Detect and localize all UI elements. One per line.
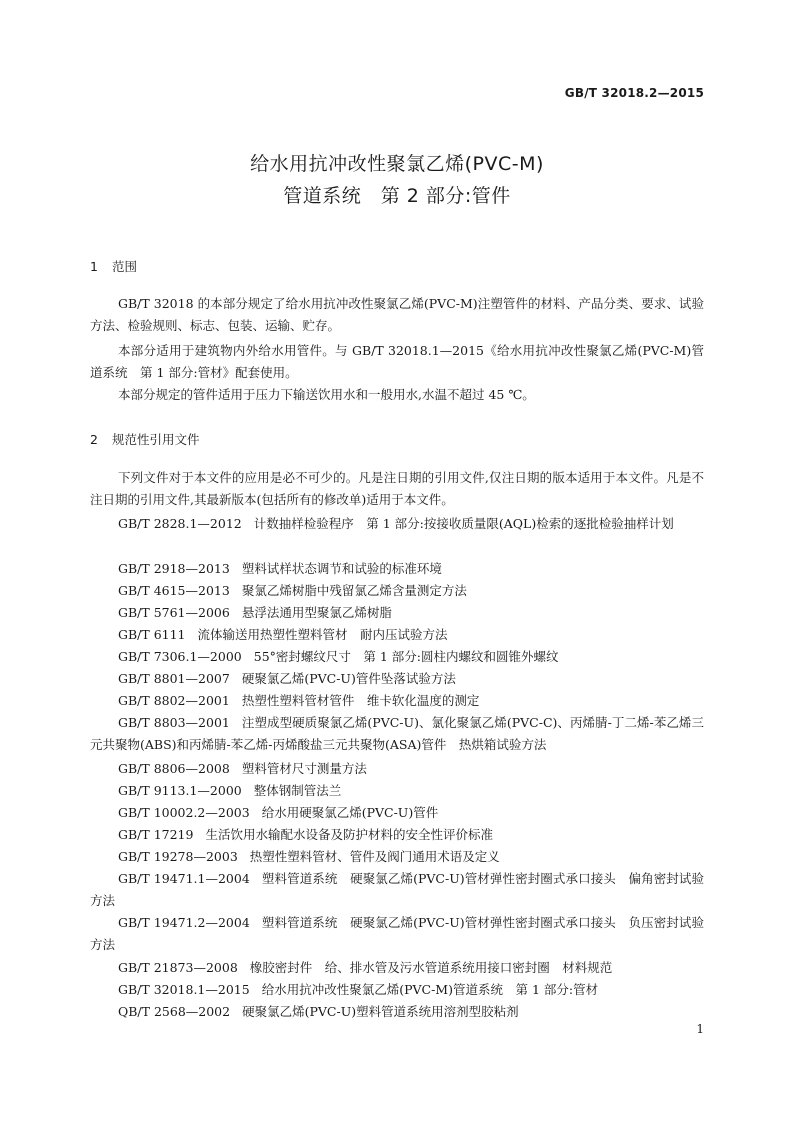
reference-title: 硬聚氯乙烯(PVC-U)塑料管道系统用溶剂型胶粘剂: [242, 1004, 519, 1019]
reference-title: 注塑成型硬质聚氯乙烯(PVC-U)、氯化聚氯乙烯(PVC-C)、丙烯腈-丁二烯-苯乙烯三元共聚物(ABS)和丙烯腈-苯乙烯-丙烯酸盐三元共聚物(ASA)管件 热烘箱试验方法: [90, 715, 704, 752]
reference-code: GB/T 2828.1—2012: [118, 516, 242, 531]
reference-code: GB/T 6111: [118, 627, 186, 642]
section-1-title: 范围: [112, 259, 138, 274]
section-2-heading: [90, 430, 200, 448]
reference-code: GB/T 5761—2006: [118, 605, 230, 620]
reference-title: 生活饮用水输配水设备及防护材料的安全性评价标准: [205, 827, 493, 842]
reference-title: 计数抽样检验程序 第 1 部分:按接收质量限(AQL)检索的逐批检验抽样计划: [253, 516, 674, 531]
reference-code: GB/T 19471.1—2004: [118, 871, 250, 886]
reference-code: GB/T 10002.2—2003: [118, 805, 250, 820]
reference-title: 塑料管道系统 硬聚氯乙烯(PVC-U)管材弹性密封圈式承口接头 偏角密封试验方法: [90, 871, 704, 908]
reference-item: [90, 712, 704, 756]
reference-title: 给水用抗冲改性聚氯乙烯(PVC-M)管道系统 第 1 部分:管材: [261, 982, 599, 997]
section-1-heading: [90, 257, 137, 275]
reference-item: [90, 780, 704, 802]
reference-title: 聚氯乙烯树脂中残留氯乙烯含量测定方法: [241, 583, 467, 598]
references-intro: 下列文件对于本文件的应用是必不可少的。凡是注日期的引用文件,仅注日期的版本适用于本文件。凡是不注日期的引用文件,其最新版本(包括所有的修改单)适用于本文件。: [90, 470, 704, 507]
reference-item: [90, 868, 704, 912]
reference-code: GB/T 32018.1—2015: [118, 982, 250, 997]
document-title: [0, 148, 794, 212]
reference-item: [90, 846, 704, 868]
reference-title: 热塑性塑料管材、管件及阀门通用术语及定义: [249, 849, 500, 864]
scope-paragraph-3: 本部分规定的管件适用于压力下输送饮用水和一般用水,水温不超过 45 ℃。: [118, 387, 535, 402]
reference-code: GB/T 21873—2008: [118, 960, 238, 975]
reference-title: 塑料试样状态调节和试验的标准环境: [241, 561, 442, 576]
reference-title: 橡胶密封件 给、排水管及污水管道系统用接口密封圈 材料规范: [249, 960, 613, 975]
reference-item: [90, 912, 704, 956]
scope-paragraph-2: 本部分适用于建筑物内外给水用管件。与 GB/T 32018.1—2015《给水用抗冲改性聚氯乙烯(PVC-M)管道系统 第 1 部分:管材》配套使用。: [90, 343, 704, 380]
reference-item: [90, 624, 704, 646]
reference-code: GB/T 8801—2007: [118, 671, 230, 686]
reference-item: [90, 668, 704, 690]
standard-code: GB/T 32018.2—2015: [564, 86, 704, 100]
reference-code: GB/T 4615—2013: [118, 583, 230, 598]
reference-item: [90, 602, 704, 624]
reference-item: [90, 979, 704, 1001]
reference-code: GB/T 9113.1—2000: [118, 783, 242, 798]
reference-code: GB/T 19278—2003: [118, 849, 238, 864]
reference-code: GB/T 8802—2001: [118, 693, 230, 708]
reference-title: 热塑性塑料管材管件 维卡软化温度的测定: [241, 693, 480, 708]
reference-code: GB/T 8803—2001: [118, 715, 230, 730]
reference-title: 给水用硬聚氯乙烯(PVC-U)管件: [261, 805, 439, 820]
reference-code: QB/T 2568—2002: [118, 1004, 231, 1019]
reference-item: [90, 690, 704, 712]
reference-title: 流体输送用热塑性塑料管材 耐内压试验方法: [197, 627, 448, 642]
reference-title: 塑料管道系统 硬聚氯乙烯(PVC-U)管材弹性密封圈式承口接头 负压密封试验方法: [90, 915, 704, 952]
reference-item: [90, 558, 704, 580]
reference-item: [90, 513, 704, 535]
page-number: 1: [696, 1022, 704, 1036]
scope-paragraph-1: GB/T 32018 的本部分规定了给水用抗冲改性聚氯乙烯(PVC-M)注塑管件的材料、产品分类、要求、试验方法、检验规则、标志、包装、运输、贮存。: [90, 296, 704, 333]
reference-code: GB/T 7306.1—2000: [118, 649, 242, 664]
reference-code: GB/T 8806—2008: [118, 761, 230, 776]
reference-title: 硬聚氯乙烯(PVC-U)管件坠落试验方法: [241, 671, 456, 686]
reference-title: 悬浮法通用型聚氯乙烯树脂: [241, 605, 392, 620]
reference-item: [90, 1001, 704, 1023]
title-line-2: 管道系统 第 2 部分:管件: [283, 185, 511, 207]
section-2-title: 规范性引用文件: [112, 432, 200, 447]
reference-code: GB/T 17219: [118, 827, 194, 842]
section-2-number: 2: [90, 432, 98, 447]
section-1-number: 1: [90, 259, 98, 274]
reference-item: [90, 758, 704, 780]
reference-item: [90, 580, 704, 602]
reference-item: [90, 802, 704, 824]
reference-title: 55°密封螺纹尺寸 第 1 部分:圆柱内螺纹和圆锥外螺纹: [253, 649, 559, 664]
reference-title: 塑料管材尺寸测量方法: [241, 761, 367, 776]
reference-item: [90, 957, 704, 979]
title-line-1: 给水用抗冲改性聚氯乙烯(PVC-M): [250, 153, 544, 175]
reference-item: [90, 646, 704, 668]
reference-code: GB/T 2918—2013: [118, 561, 230, 576]
reference-code: GB/T 19471.2—2004: [118, 915, 250, 930]
reference-item: [90, 824, 704, 846]
reference-title: 整体钢制管法兰: [253, 783, 342, 798]
